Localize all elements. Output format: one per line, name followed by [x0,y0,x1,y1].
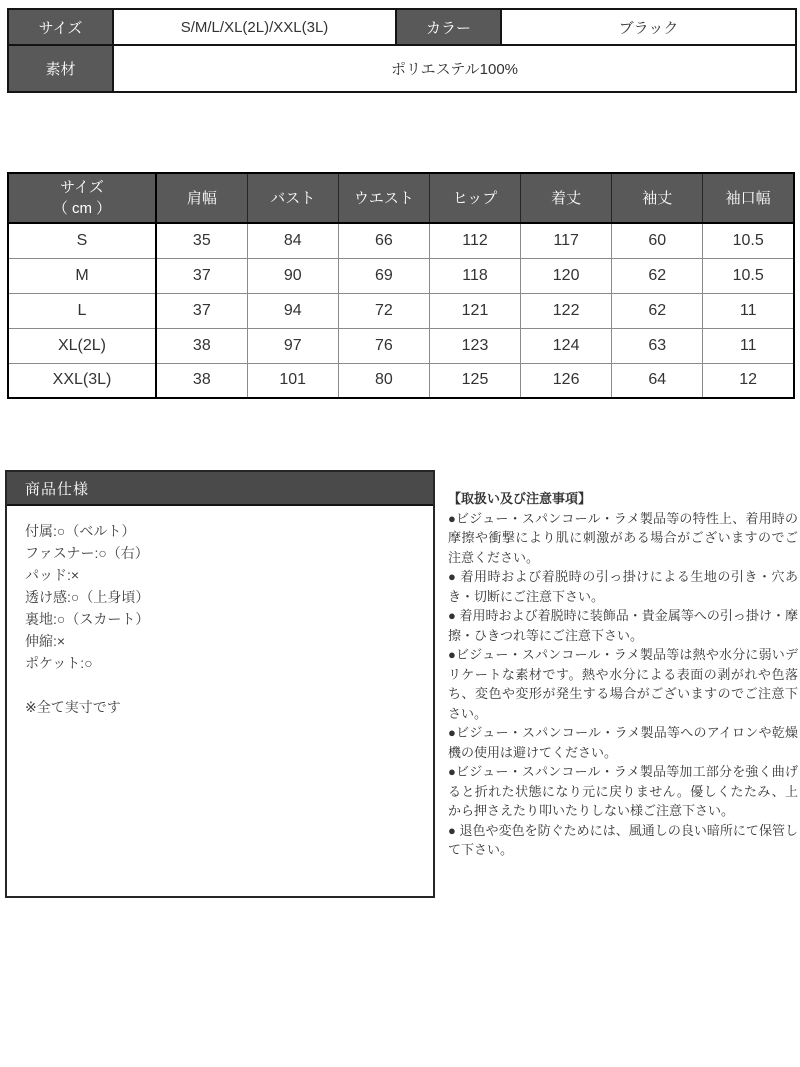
corner-line2: （ cm ） [52,200,112,217]
notice-item: ● 着用時および着脱時に装飾品・貴金属等への引っ掛け・摩擦・ひきつれ等にご注意下さい。 [448,608,798,643]
size-value-cell: S/M/L/XL(2L)/XXL(3L) [113,9,396,45]
measurement-cell: 94 [247,293,338,328]
measurement-cell: 10.5 [703,223,794,258]
measurement-cell: 117 [521,223,612,258]
size-name-cell: XXL(3L) [8,363,156,398]
product-info-table [7,8,797,93]
material-value-cell: ポリエステル100% [113,45,796,92]
measurement-cell: 84 [247,223,338,258]
notice-item: ● 退色や変色を防ぐためには、風通しの良い暗所にて保管して下さい。 [448,822,798,857]
size-name-cell: L [8,293,156,328]
measurement-cell: 38 [156,363,247,398]
size-name-cell: S [8,223,156,258]
measurement-cell: 80 [338,363,429,398]
measurement-header-cell: 袖丈 [612,173,703,223]
notice-item: ● 着用時および着脱時の引っ掛けによる生地の引き・穴あき・切断にご注意下さい。 [448,569,798,604]
measurement-cell: 38 [156,328,247,363]
size-label-cell: サイズ [8,9,113,45]
measurement-cell: 60 [612,223,703,258]
spec-line: 透け感:○（上身頃） [25,589,150,605]
spec-line: ポケット:○ [25,655,93,671]
measurement-cell: 126 [521,363,612,398]
size-name-cell: M [8,258,156,293]
notice-item: ●ビジュー・スパンコール・ラメ製品等は熱や水分に弱いデリケートな素材です。熱や水分による表面の剥がれや色落ち、変色や変形が発生する場合がございますのでご注意下さい。 [448,647,798,721]
measurement-cell: 125 [429,363,520,398]
measurement-cell: 11 [703,328,794,363]
color-label-cell: カラー [396,9,501,45]
spec-line: ファスナー:○（右） [25,545,149,561]
measurement-cell: 118 [429,258,520,293]
notice-item: ●ビジュー・スパンコール・ラメ製品等の特性上、着用時の摩擦や衝撃により肌に刺激がある場合がございますのでご注意ください。 [448,510,798,565]
table-row [8,293,794,328]
size-table-body [8,223,794,398]
measurement-header-cell: 着丈 [521,173,612,223]
notice-items [448,509,798,860]
measurement-cell: 37 [156,258,247,293]
size-chart-header-row [8,173,794,223]
color-value-cell: ブラック [501,9,796,45]
size-name-cell: XL(2L) [8,328,156,363]
measurement-cell: 62 [612,293,703,328]
measurement-cell: 11 [703,293,794,328]
table-row [8,328,794,363]
measurement-cell: 120 [521,258,612,293]
measurement-cell: 62 [612,258,703,293]
measurement-cell: 66 [338,223,429,258]
corner-line1: サイズ [60,179,104,196]
measurement-header-cell: バスト [247,173,338,223]
notice-item: ●ビジュー・スパンコール・ラメ製品等加工部分を強く曲げると折れた状態になり元に戻りません。優しくたたみ、上から押さえたり叩いたりしない様ご注意下さい。 [448,764,798,818]
spec-line: パッド:× [25,567,80,583]
notice-title: 【取扱い及び注意事項】 [448,491,592,506]
spec-box-title: 商品仕様 [7,472,433,506]
table-row [8,45,796,92]
measurement-cell: 37 [156,293,247,328]
material-label-cell: 素材 [8,45,113,92]
measurement-cell: 121 [429,293,520,328]
measurement-cell: 122 [521,293,612,328]
spec-line: 伸縮:× [25,633,66,649]
spec-line: 付属:○（ベルト） [25,523,136,539]
measurement-cell: 112 [429,223,520,258]
measurement-cell: 123 [429,328,520,363]
measurement-cell: 12 [703,363,794,398]
measurement-cell: 124 [521,328,612,363]
table-row [8,9,796,45]
measurement-cell: 10.5 [703,258,794,293]
measurement-cell: 63 [612,328,703,363]
handling-notice [448,489,798,860]
measurement-cell: 35 [156,223,247,258]
measurement-cell: 64 [612,363,703,398]
measurement-header-cell: ヒップ [429,173,520,223]
spec-line: 裏地:○（スカート） [25,611,150,627]
measurement-cell: 90 [247,258,338,293]
notice-item: ●ビジュー・スパンコール・ラメ製品等へのアイロンや乾燥機の使用は避けてください。 [448,725,798,760]
measurement-cell: 76 [338,328,429,363]
measurement-cell: 72 [338,293,429,328]
measurement-cell: 69 [338,258,429,293]
spec-box-content [7,506,433,732]
size-chart-corner-cell [8,173,156,223]
measurement-header-cell: ウエスト [338,173,429,223]
spec-lines [25,520,415,674]
product-spec-box [5,470,435,898]
spec-note: ※全て実寸です [25,699,121,715]
measurement-header-cell: 肩幅 [156,173,247,223]
table-row [8,363,794,398]
table-row [8,258,794,293]
measurement-cell: 101 [247,363,338,398]
size-chart-table [7,172,795,399]
measurement-header-cell: 袖口幅 [703,173,794,223]
table-row [8,223,794,258]
measurement-cell: 97 [247,328,338,363]
